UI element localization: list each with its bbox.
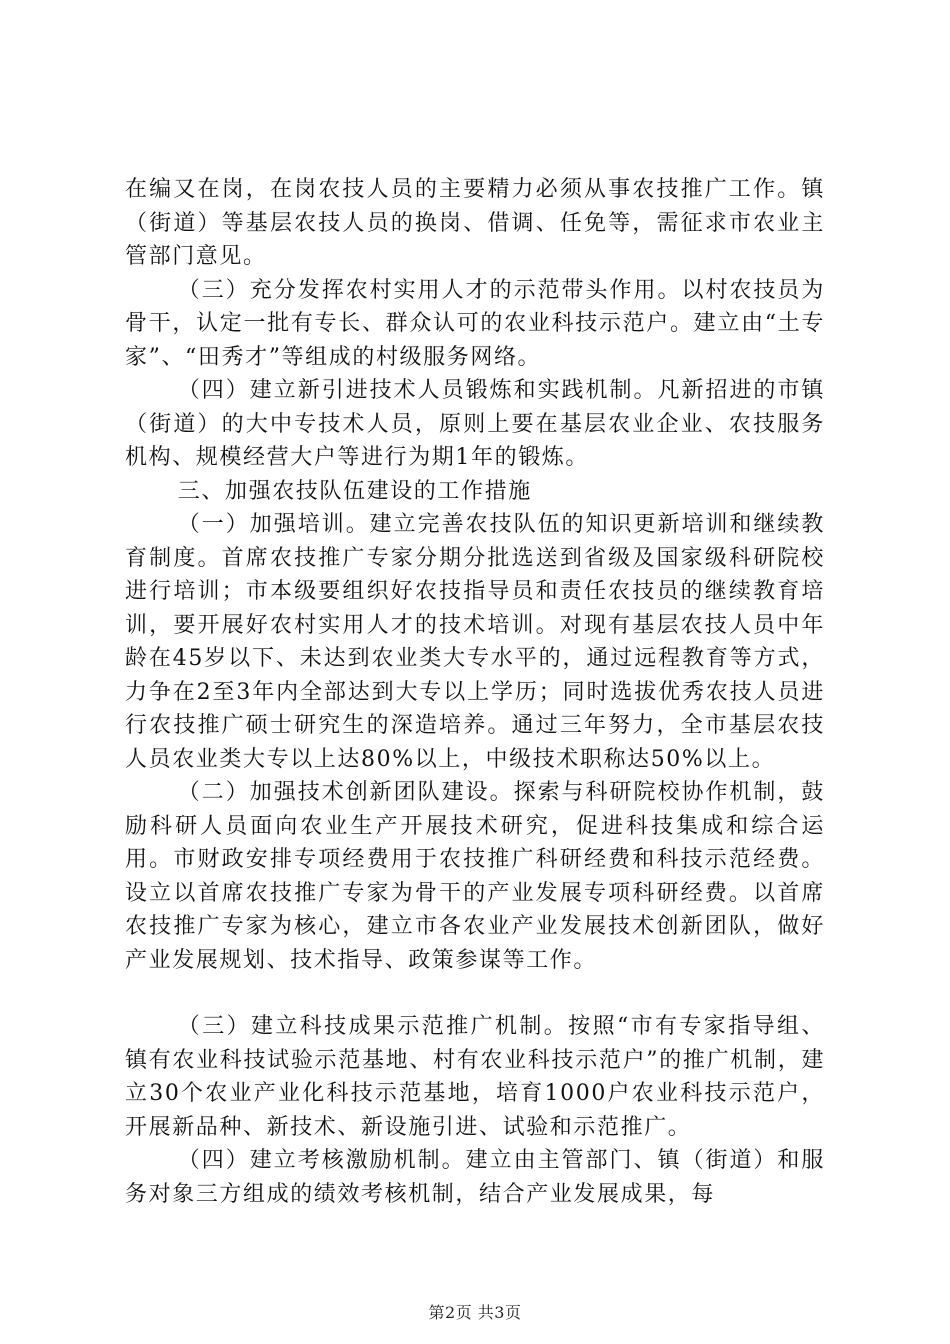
- section-heading-measures: 三、加强农技队伍建设的工作措施: [177, 478, 532, 504]
- paragraph-4-assessment: （四）建立考核激励机制。建立由主管部门、镇（街道）和服务对象三方组成的绩效考核机制，结合产业发展成果，每: [125, 1148, 825, 1207]
- paragraph-3-rural-talent: （三）充分发挥农村实用人才的示范带头作用。以村农技员为骨干，认定一批有专长、群众认可的农业科技示范户。建立由“土专家”、“田秀才”等组成的村级服务网络。: [125, 277, 825, 370]
- paragraph-1-training: （一）加强培训。建立完善农技队伍的知识更新培训和继续教育制度。首席农技推广专家分期分批选送到省级及国家级科研院校进行培训；市本级要组织好农技指导员和责任农技员的继续教育培训，要开展好农村实用人才的技术培训。对现有基层农技人员中年龄在45岁以下、未达到农业类大专水平的，通过远程教育等方式，力争在2至3年内全部达到大专以上学历；同时选拔优秀农技人员进行农技推广硕士研究生的深造培养。通过三年努力，全市基层农技人员农业类大专以上达80%以上，中级技术职称达50%以上。: [125, 512, 825, 772]
- document-body: [125, 173, 825, 1211]
- page-number-footer: 第2页 共3页: [428, 1303, 522, 1322]
- paragraph-2-innovation-team: （二）加强技术创新团队建设。探索与科研院校协作机制，鼓励科研人员面向农业生产开展技术研究，促进科技集成和综合运用。市财政安排专项经费用于农技推广科研经费和科技示范经费。设立以首席农技推广专家为骨干的产业发展专项科研经费。以首席农技推广专家为核心，建立市各农业产业发展技术创新团队，做好产业发展规划、技术指导、政策参谋等工作。: [125, 780, 825, 973]
- paragraph-3-demonstration: （三）建立科技成果示范推广机制。按照“市有专家指导组、镇有农业科技试验示范基地、村有农业科技示范户”的推广机制，建立30个农业产业化科技示范基地，培育1000户农业科技示范户，开展新品种、新技术、新设施引进、试验和示范推广。: [125, 1014, 825, 1140]
- paragraph-continuation: 在编又在岗，在岗农技人员的主要精力必须从事农技推广工作。镇（街道）等基层农技人员的换岗、借调、任免等，需征求市农业主管部门意见。: [125, 177, 825, 269]
- paragraph-4-new-staff-training: （四）建立新引进技术人员锻炼和实践机制。凡新招进的市镇（街道）的大中专技术人员，原则上要在基层农业企业、农技服务机构、规模经营大户等进行为期1年的锻炼。: [125, 378, 825, 470]
